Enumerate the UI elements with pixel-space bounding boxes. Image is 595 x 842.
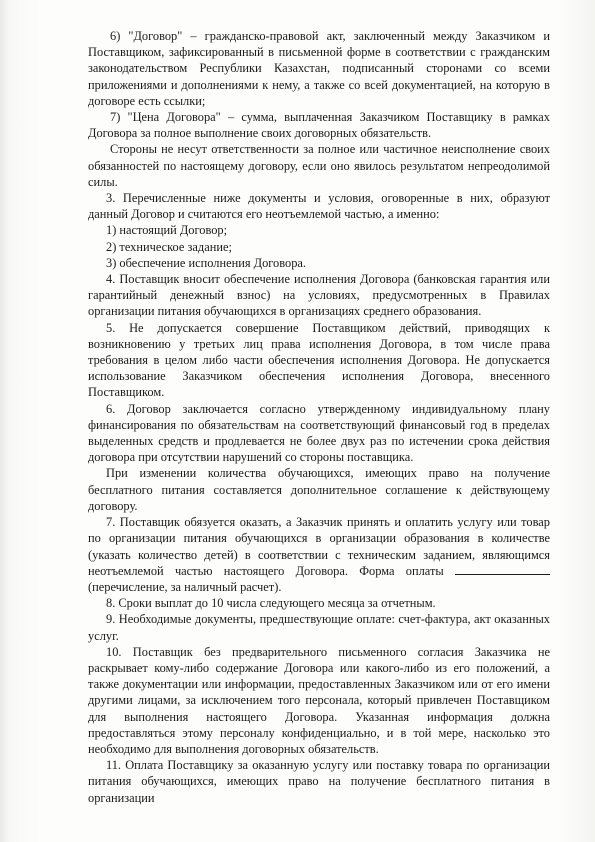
payment-form-blank [455,563,550,575]
paragraph-7 [88,514,550,595]
paragraph-3: 3. Перечисленные ниже документы и условия, оговоренные в них, образуют данный Договор и считаются его неотъемлемой частью, а именно: [88,191,550,222]
paragraph-7-tail: (перечисление, за наличный расчет). [88,579,282,594]
paragraph-5: 5. Не допускается совершение Поставщиком действий, приводящих к возникновению у третьих лиц права исполнения Договора, в том числе права требования в целом либо части обеспечения исполнения Договора. Не допускается использование Заказчиком обеспечения исполнения Договора, внесенного Поставщиком. [88,320,550,400]
document-body [88,28,550,806]
list-item-3: 3) обеспечение исполнения Договора. [106,255,307,270]
paragraph-force-majeure: Стороны не несут ответственности за полное или частичное неисполнение своих обязанностей по настоящему договору, если оно явилось результатом непреодолимой силы. [88,142,550,189]
paragraph-10: 10. Поставщик без предварительного письменного согласия Заказчика не раскрывает кому-либо содержание Договора или какого-либо из его положений, а также документации или информации, предоставленных Заказчиком или от его имени другими лицами, за исключением того персонала, который привлечен Поставщиком для выполнения настоящего Договора. Указанная информация должна предоставляться этому персоналу конфиденциально, и в той мере, насколько это необходимо для выполнения договорных обязательств. [88,644,550,756]
paragraph-student-count: При изменении количества обучающихся, имеющих право на получение бесплатного питания составляется дополнительное соглашение к действующему договору. [88,466,550,513]
paragraph-7-text: 7. Поставщик обязуется оказать, а Заказчик принять и оплатить услугу или товар по организации питания обучающихся в организации образования в количестве (указать количество детей) в соответствии с техническим заданием, являющимся неотъемлемой частью настоящего Договора. Форма оплаты [88,515,550,578]
paragraph-4: 4. Поставщик вносит обеспечение исполнения Договора (банковская гарантия или гарантийный денежный взнос) на условиях, предусмотренных в Правилах организации питания обучающихся в организациях среднего образования. [88,272,550,319]
paragraph-9: 9. Необходимые документы, предшествующие оплате: счет-фактура, акт оказанных услуг. [88,612,550,643]
paragraph-6: 6. Договор заключается согласно утвержденному индивидуальному плану финансирования по обязательствам на соответствующий финансовый год в пределах выделенных средств и продлевается не более двух раз по истечении срока действия договора при отсутствии нарушений со стороны поставщика. [88,401,550,465]
paragraph-def-6: 6) "Договор" – гражданско-правовой акт, заключенный между Заказчиком и Поставщиком, зафиксированный в письменной форме в соответствии с гражданским законодательством Республики Казахстан, подписанный сторонами со всеми приложениями и дополнениями к нему, а также со всей документацией, на которую в договоре есть ссылки; [88,29,550,108]
paragraph-8: 8. Сроки выплат до 10 числа следующего месяца за отчетным. [106,596,436,611]
paragraph-11: 11. Оплата Поставщику за оказанную услугу или поставку товара по организации питания обучающихся, имеющих право на получение бесплатного питания в организации [88,758,550,805]
paragraph-def-7: 7) "Цена Договора" – сумма, выплаченная Заказчиком Поставщику в рамках Договора за полное выполнение своих договорных обязательств. [88,110,550,141]
list-item-1: 1) настоящий Договор; [106,223,228,238]
list-item-2: 2) техническое задание; [106,239,232,254]
